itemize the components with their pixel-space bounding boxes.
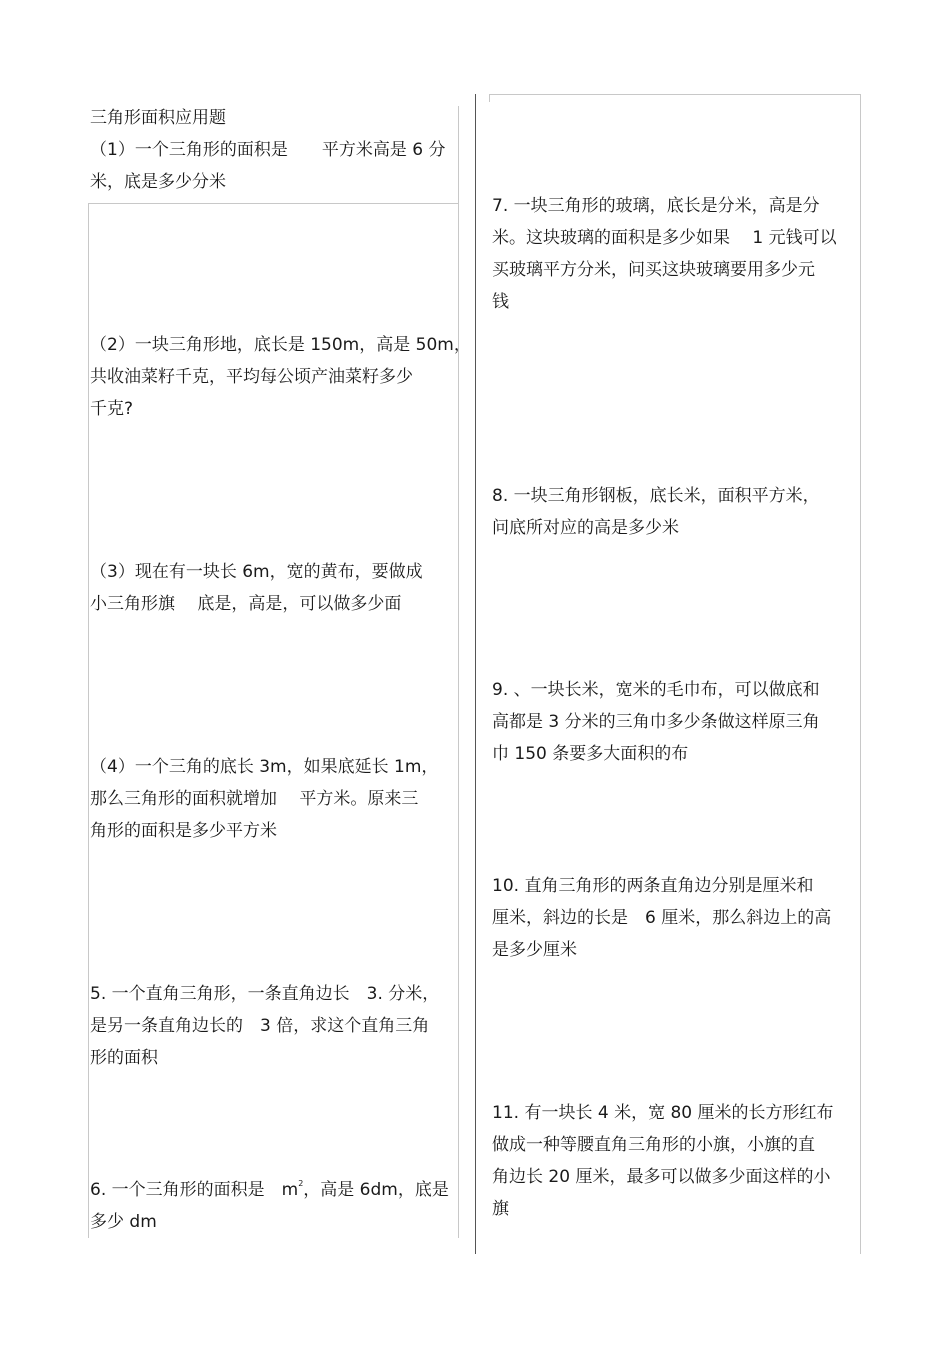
table-inner-border-left — [458, 106, 459, 1238]
question-1-line-2: 米，底是多少分米 — [90, 172, 226, 192]
question-8-line-1: 8. 一块三角形钢板，底长米，面积平方米， — [492, 486, 820, 506]
question-5-line-3: 形的面积 — [90, 1048, 158, 1068]
question-6-line-1-end: ，高是 6dm，底是 — [303, 1180, 449, 1200]
table-row-border-left — [88, 203, 459, 204]
question-2-line-2: 共收油菜籽千克，平均每公顷产油菜籽多少 — [90, 367, 413, 387]
question-2-line-1: （2）一块三角形地，底长是 150m，高是 50m， — [90, 335, 471, 355]
question-11-line-4: 旗 — [492, 1199, 509, 1219]
table-inner-border-right — [489, 94, 490, 102]
question-8 — [492, 480, 820, 544]
question-1-line-1: （1）一个三角形的面积是 平方米高是 6 分 — [90, 140, 446, 160]
question-6-line-1 — [90, 1174, 449, 1206]
question-6-line-1-start: 6. 一个三角形的面积是 m — [90, 1180, 299, 1200]
question-9-line-3: 巾 150 条要多大面积的布 — [492, 744, 689, 764]
question-10-line-2: 厘米，斜边的长是 6 厘米，那么斜边上的高 — [492, 908, 832, 928]
question-10 — [492, 870, 831, 966]
question-9-line-1: 9. 、一块长米，宽米的毛巾布，可以做底和 — [492, 680, 820, 700]
question-7-line-2: 米。这块玻璃的面积是多少如果 1 元钱可以 — [492, 228, 837, 248]
question-5 — [90, 978, 439, 1074]
column-divider — [475, 94, 476, 1254]
question-3-line-1: （3）现在有一块长 6m，宽的黄布，要做成 — [90, 562, 423, 582]
question-5-line-1: 5. 一个直角三角形，一条直角边长 3. 分米， — [90, 984, 440, 1004]
question-4-line-2: 那么三角形的面积就增加 平方米。原来三 — [90, 789, 419, 809]
question-7 — [492, 190, 837, 318]
question-7-line-1: 7. 一块三角形的玻璃，底长是分米，高是分 — [492, 196, 820, 216]
question-10-line-1: 10. 直角三角形的两条直角边分别是厘米和 — [492, 876, 814, 896]
question-5-line-2: 是另一条直角边长的 3 倍，求这个直角三角 — [90, 1016, 430, 1036]
question-4 — [90, 751, 438, 847]
question-9 — [492, 674, 820, 770]
question-10-line-3: 是多少厘米 — [492, 940, 577, 960]
question-4-line-3: 角形的面积是多少平方米 — [90, 821, 277, 841]
question-4-line-1: （4）一个三角的底长 3m，如果底延长 1m， — [90, 757, 439, 777]
question-3-line-2: 小三角形旗 底是，高是，可以做多少面 — [90, 594, 402, 614]
page-title: 三角形面积应用题 — [90, 108, 226, 128]
question-7-line-4: 钱 — [492, 292, 509, 312]
table-right-border — [860, 94, 861, 1254]
question-9-line-2: 高都是 3 分米的三角巾多少条做这样原三角 — [492, 712, 820, 732]
question-11 — [492, 1097, 834, 1225]
question-11-line-2: 做成一种等腰直角三角形的小旗，小旗的直 — [492, 1135, 815, 1155]
question-11-line-3: 角边长 20 厘米，最多可以做多少面这样的小 — [492, 1167, 831, 1187]
square-superscript: 2 — [298, 1179, 304, 1188]
question-7-line-3: 买玻璃平方分米，问买这块玻璃要用多少元 — [492, 260, 815, 280]
question-6 — [90, 1174, 449, 1238]
question-2 — [90, 329, 471, 425]
question-11-line-1: 11. 有一块长 4 米，宽 80 厘米的长方形红布 — [492, 1103, 834, 1123]
question-1 — [90, 134, 445, 198]
question-2-line-3: 千克? — [90, 399, 134, 419]
table-top-border-right — [489, 94, 861, 95]
question-6-line-2: 多少 dm — [90, 1212, 157, 1232]
table-left-border — [88, 203, 89, 1238]
question-3 — [90, 556, 423, 620]
question-8-line-2: 问底所对应的高是多少米 — [492, 518, 679, 538]
